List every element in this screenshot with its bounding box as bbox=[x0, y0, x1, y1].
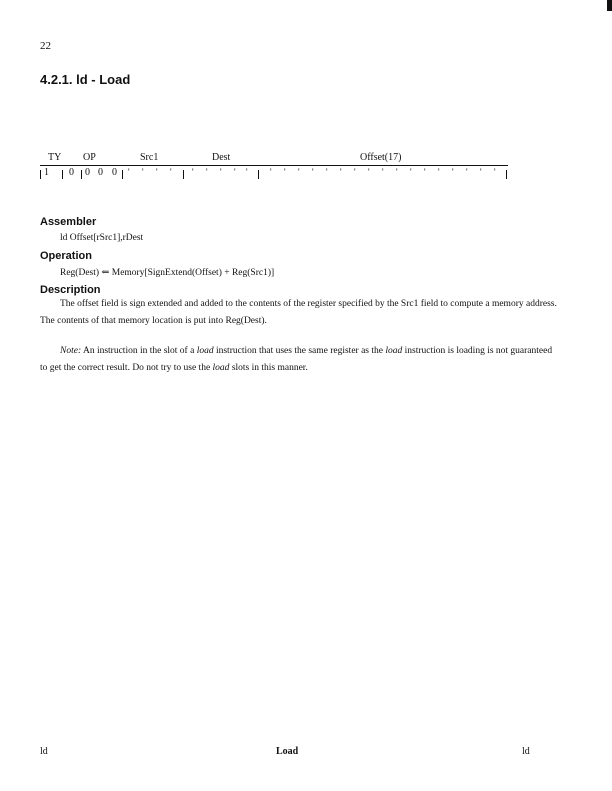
description-heading: Description bbox=[40, 284, 101, 296]
field-separator bbox=[122, 170, 123, 179]
note-paragraph: Note: An instruction in the slot of a load instruction that uses the same register as the load instruction is loading is not guaranteed to get the correct result. Do not try to use the load slots in this manner. bbox=[40, 346, 553, 373]
field-rule bbox=[40, 165, 508, 166]
operation-text: Reg(Dest) ⇐ Memory[SignExtend(Offset) + Reg(Src1)] bbox=[60, 268, 275, 278]
field-label-dest: Dest bbox=[212, 152, 231, 163]
footer-right: ld bbox=[522, 746, 530, 757]
instruction-format-diagram bbox=[40, 150, 510, 184]
corner-mark bbox=[607, 0, 612, 11]
operation-heading: Operation bbox=[40, 250, 92, 262]
assembler-heading: Assembler bbox=[40, 216, 97, 228]
field-separator bbox=[81, 170, 82, 179]
bit-value: 0 bbox=[112, 167, 117, 178]
field-label-src1: Src1 bbox=[140, 152, 159, 163]
bit-row: 1 0 0 0 0 ' ' ' ' ' ' ' ' ' ' ' ' ' ' ' ' ' ' ' ' ' ' ' ' ' ' bbox=[40, 167, 510, 181]
field-label-op: OP bbox=[83, 152, 96, 163]
bit-value: 0 bbox=[98, 167, 103, 178]
page-number: 22 bbox=[40, 40, 51, 52]
field-separator bbox=[506, 170, 507, 179]
bit-value: 0 bbox=[69, 167, 74, 178]
description-paragraph: The offset field is sign extended and added to the contents of the register specified by the Src1 field to compute a memory address. The contents of that memory location is put into Reg(Dest). bbox=[40, 299, 557, 326]
field-separator bbox=[62, 170, 63, 179]
field-label-ty: TY bbox=[48, 152, 62, 163]
field-separator bbox=[40, 170, 41, 179]
footer-center: Load bbox=[276, 746, 299, 757]
field-separator bbox=[258, 170, 259, 179]
bit-value: 0 bbox=[85, 167, 90, 178]
field-label-offset: Offset(17) bbox=[360, 152, 402, 163]
field-separator bbox=[183, 170, 184, 179]
footer-left: ld bbox=[40, 746, 48, 757]
assembler-syntax: ld Offset[rSrc1],rDest bbox=[60, 233, 144, 243]
section-title: 4.2.1. ld - Load bbox=[40, 72, 131, 87]
bit-value: 1 bbox=[44, 167, 49, 178]
note-label: Note: bbox=[60, 346, 82, 356]
